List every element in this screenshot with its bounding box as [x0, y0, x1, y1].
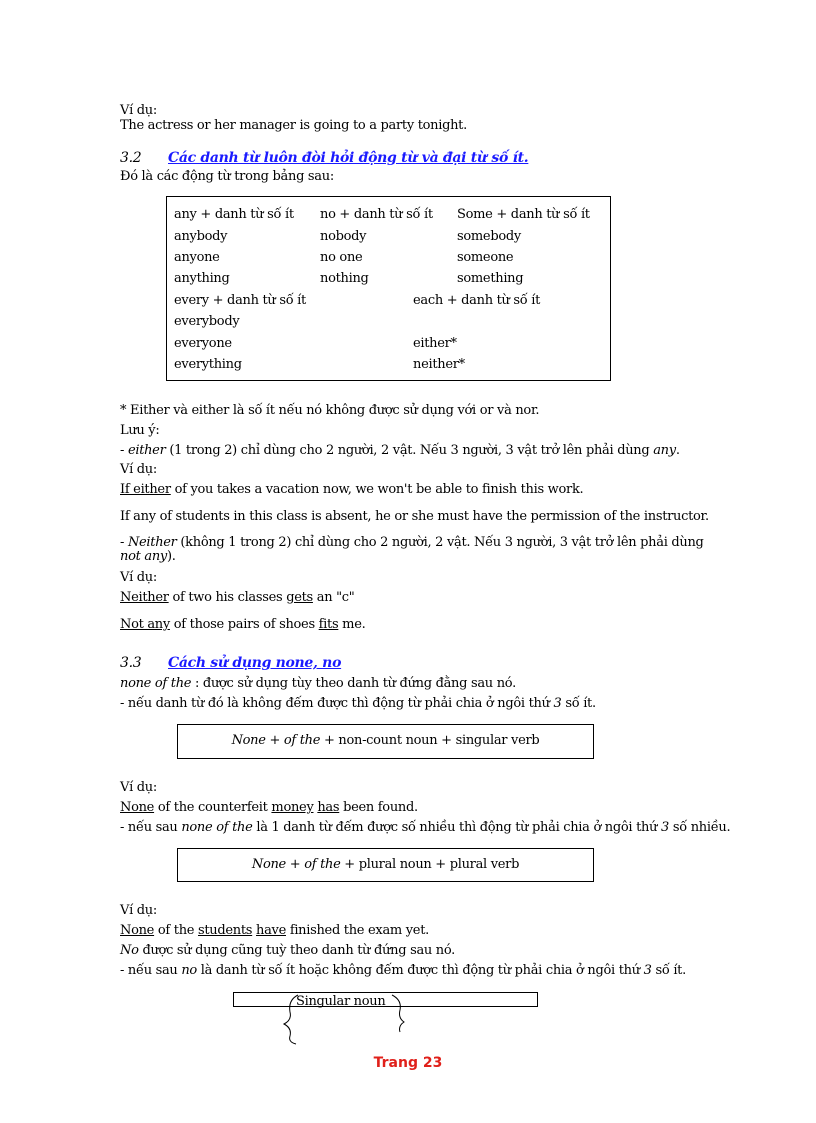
table-cell: everything — [174, 357, 242, 372]
right-brace — [392, 995, 404, 1032]
table-cell: anyone — [174, 250, 220, 265]
example-label: Ví dụ: — [120, 570, 157, 585]
example-sentence: The actress or her manager is going to a party tonight. — [120, 118, 467, 133]
formula-box — [177, 848, 594, 882]
example-sentence: If any of students in this class is absent, he or she must have the permission of the instructor. — [120, 509, 709, 524]
table-cell: anything — [174, 271, 230, 286]
table-cell: either* — [413, 336, 457, 351]
example-sentence: None of the students have finished the exam yet. — [120, 923, 429, 938]
table-cell: anybody — [174, 229, 228, 244]
uncountable-rule: - nếu danh từ đó là không đếm được thì động từ phải chia ở ngôi thứ 3 số ít. — [120, 696, 596, 711]
example-sentence: If either of you takes a vacation now, we won't be able to finish this work. — [120, 482, 584, 497]
section-title-link[interactable]: Các danh từ luôn đòi hỏi động từ và đại từ số ít. — [168, 150, 529, 166]
either-rule: - either (1 trong 2) chỉ dùng cho 2 người, 2 vật. Nếu 3 người, 3 vật trở lên phải dùng any. — [120, 443, 680, 458]
none-of-the-rule: none of the : được sử dụng tùy theo danh từ đứng đằng sau nó. — [120, 676, 516, 691]
pronoun-table — [166, 196, 611, 381]
section-number: 3.3 — [120, 655, 142, 671]
example-label: Ví dụ: — [120, 103, 157, 118]
table-cell: no + danh từ số ít — [320, 207, 433, 222]
table-cell: everybody — [174, 314, 240, 329]
formula-text: None + of the + non-count noun + singular verb — [231, 733, 540, 748]
section-intro: Đó là các động từ trong bảng sau: — [120, 169, 334, 184]
formula-box — [177, 724, 594, 759]
page-number: Trang 23 — [373, 1055, 443, 1071]
table-cell: something — [457, 271, 524, 286]
example-sentence: None of the counterfeit money has been found. — [120, 800, 418, 815]
example-label: Ví dụ: — [120, 903, 157, 918]
table-cell: nothing — [320, 271, 369, 286]
table-cell: each + danh từ số ít — [413, 293, 541, 308]
table-cell: someone — [457, 250, 514, 265]
table-cell: somebody — [457, 229, 521, 244]
neither-rule: - Neither (không 1 trong 2) chỉ dùng cho 2 người, 2 vật. Nếu 3 người, 3 vật trở lên phải dùng not any). — [120, 535, 704, 564]
section-number: 3.2 — [120, 150, 142, 166]
example-sentence: Neither of two his classes gets an "c" — [120, 590, 355, 605]
example-label: Ví dụ: — [120, 462, 157, 477]
section-title-link[interactable]: Cách sử dụng none, no — [168, 655, 342, 671]
table-cell: any + danh từ số ít — [174, 207, 294, 222]
table-cell: no one — [320, 250, 363, 265]
countable-rule: - nếu sau none of the là 1 danh từ đếm được số nhiều thì động từ phải chia ở ngôi thứ 3 số nhiều. — [120, 820, 731, 835]
example-sentence: Not any of those pairs of shoes fits me. — [120, 617, 366, 632]
note-label: Lưu ý: — [120, 423, 160, 438]
either-note: * Either và either là số ít nếu nó không được sử dụng với or và nor. — [120, 403, 540, 418]
formula-text: None + of the + plural noun + plural verb — [251, 857, 520, 872]
table-cell: everyone — [174, 336, 232, 351]
table-cell: Some + danh từ số ít — [457, 207, 590, 222]
no-rule: No được sử dụng cũng tuỳ theo danh từ đứng sau nó. — [120, 943, 456, 958]
no-singular-rule: - nếu sau no là danh từ số ít hoặc không đếm được thì động từ phải chia ở ngôi thứ 3 số ít. — [120, 963, 686, 978]
table-cell: nobody — [320, 229, 367, 244]
example-label: Ví dụ: — [120, 780, 157, 795]
table-cell: neither* — [413, 357, 465, 372]
brace-label: Singular noun — [296, 994, 386, 1009]
table-cell: every + danh từ số ít — [174, 293, 306, 308]
